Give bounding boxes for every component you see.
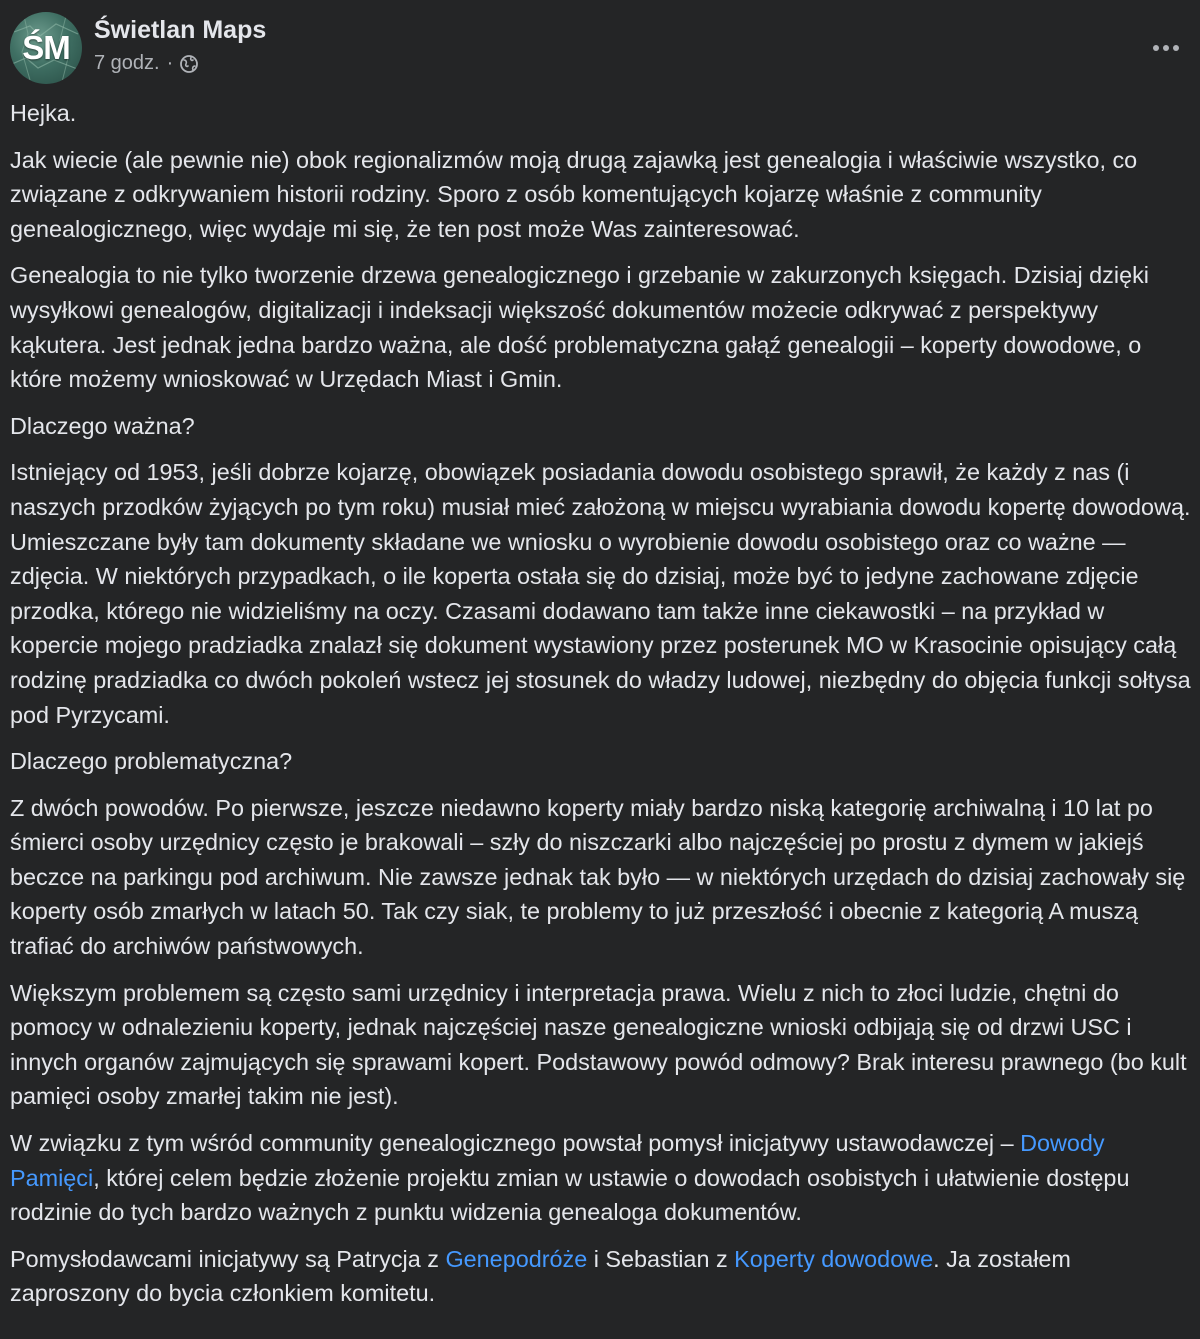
link-genepodroze[interactable]: Genepodróże: [445, 1245, 588, 1272]
post-meta: [94, 52, 199, 75]
paragraph: Istniejący od 1953, jeśli dobrze kojarzę, obowiązek posiadania dowodu osobistego sprawił, że każdy z nas (i naszych przodków żyjących po tym roku) musiał mieć założoną w miejscu wyrabiania dowodu kopertę dowodową. Umieszczane były tam dokumenty składane we wniosku o wyrobienie dowodu osobistego oraz co ważne — zdjęcia. W niektórych przypadkach, o ile koperta ostała się do dzisiaj, może być to jedyne zachowane zdjęcie przodka, którego nie widzieliśmy na oczy. Czasami dodawano tam także inne ciekawostki – na przykład w kopercie mojego pradziadka znalazł się dokument wystawiony przez posterunek MO w Krasocinie opisujący całą rodzinę pradziadka co dwóch pokoleń wstecz jej stosunek do władzy ludowej, niezbędny do objęcia funkcji sołtysa pod Pyrzycami.: [10, 459, 1191, 728]
avatar-initials: ŚM: [22, 29, 70, 66]
paragraph: [10, 1126, 1195, 1230]
paragraph-text: , której celem będzie złożenie projektu zmian w ustawie o dowodach osobistych i ułatwienie dostępu rodzinie do tych bardzo ważnych z punktu widzenia genealoga dokumentów.: [10, 1164, 1130, 1226]
paragraph: Genealogia to nie tylko tworzenie drzewa genealogicznego i grzebanie w zakurzonych księgach. Dzisiaj dzięki wysyłkowi genealogów, digitalizacji i indeksacji większość dokumentów możecie odkrywać z perspektywy kąkutera. Jest jednak jedna bardzo ważna, ale dość problematyczna gałąź genealogii – koperty dowodowe, o które możemy wnioskować w Urzędach Miast i Gmin.: [10, 262, 1149, 393]
paragraph-text: W związku z tym wśród community genealogicznego powstał pomysł inicjatywy ustawodawczej –: [10, 1130, 1021, 1157]
paragraph: Hejka.: [10, 100, 77, 126]
paragraph: Dlaczego ważna?: [10, 412, 195, 439]
paragraph: [10, 1242, 1195, 1311]
post-time[interactable]: 7 godz.: [94, 52, 160, 74]
paragraph: Z dwóch powodów. Po pierwsze, jeszcze niedawno koperty miały bardzo niską kategorię archiwalną i 10 lat po śmierci osoby urzędnicy często je brakowali – szły do niszczarki albo najczęściej po prostu z dymem w jakiejś beczce na parkingu pod archiwum. Nie zawsze jednak tak było — w niektórych urzędach do dzisiaj zachowały się koperty osób zmarłych w latach 50. Tak czy siak, te problemy to już przeszłość i obecnie z kategorią A muszą trafiać do archiwów państwowych.: [10, 794, 1186, 960]
paragraph-text: Pomysłodawcami inicjatywy są Patrycja z: [10, 1245, 446, 1272]
globe-icon[interactable]: [179, 54, 199, 74]
meta-separator: ·: [166, 52, 174, 74]
more-dot-icon: [1173, 45, 1179, 51]
more-options-button[interactable]: [1146, 34, 1186, 62]
paragraph: Jak wiecie (ale pewnie nie) obok regionalizmów moją drugą zajawką jest genealogia i właściwie wszystko, co związane z odkrywaniem historii rodziny. Sporo z osób komentujących kojarzę właśnie z community genealogicznego, więc wydaje mi się, że ten post może Was zainteresować.: [10, 146, 1138, 242]
author-name[interactable]: Świetlan Maps: [94, 16, 267, 44]
post-body: [10, 96, 1195, 1323]
link-koperty-dowodowe[interactable]: Koperty dowodowe: [734, 1245, 934, 1272]
avatar[interactable]: [10, 12, 82, 84]
more-dot-icon: [1153, 45, 1159, 51]
more-dot-icon: [1163, 45, 1169, 51]
paragraph-text: . Ja zostałem zaproszony do bycia członkiem komitetu.: [10, 1245, 1071, 1307]
paragraph-text: i Sebastian z: [587, 1245, 735, 1272]
post-header: [10, 12, 1190, 84]
link-dowody-pamieci[interactable]: Dowody Pamięci: [10, 1130, 1105, 1191]
paragraph: Dlaczego problematyczna?: [10, 748, 293, 775]
paragraph: Większym problemem są często sami urzędnicy i interpretacja prawa. Wielu z nich to złoci ludzie, chętni do pomocy w odnalezieniu koperty, jednak najczęściej nasze genealogiczne wnioski odbijają się od drzwi USC i innych organów zajmujących się sprawami kopert. Podstawowy powód odmowy? Brak interesu prawnego (bo kult pamięci osoby zmarłej takim nie jest).: [10, 979, 1187, 1110]
